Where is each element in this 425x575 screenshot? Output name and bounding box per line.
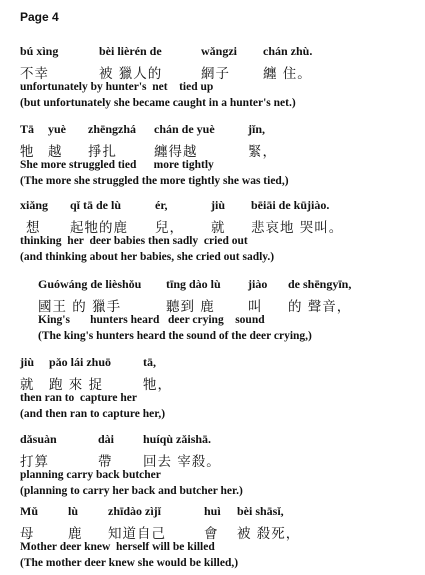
- hanzi-word: 跑 來 捉: [49, 377, 104, 393]
- hanzi-word: 緊，: [248, 144, 277, 160]
- pinyin-word: Tā: [20, 122, 35, 136]
- hanzi-word: 會: [204, 526, 219, 542]
- hanzi-word: 聽到 鹿: [166, 299, 215, 315]
- hanzi-word: 悲哀地 哭叫。: [251, 220, 344, 236]
- pinyin-word: Mǔ: [20, 504, 38, 518]
- translation-line: (but unfortunately she became caught in a hunter's net.): [20, 97, 296, 109]
- hanzi-word: 的 聲音，: [288, 299, 352, 315]
- pinyin-line: [20, 198, 329, 213]
- translation-line: (and then ran to capture her,): [20, 408, 166, 420]
- pinyin-line: [20, 355, 156, 370]
- hanzi-line: [20, 216, 343, 236]
- pinyin-line: [20, 44, 312, 59]
- gloss-line: King's hunters heard deer crying sound: [38, 314, 265, 326]
- pinyin-word: jiù: [20, 355, 35, 369]
- pinyin-word: Guówáng de lièshǒu: [38, 277, 142, 291]
- pinyin-word: pǎo lái zhuō: [49, 355, 112, 369]
- pinyin-line: [20, 504, 284, 519]
- hanzi-word: 想: [26, 220, 41, 236]
- pinyin-word: zhīdào zìjǐ: [108, 504, 161, 518]
- hanzi-word: 越: [48, 144, 63, 160]
- hanzi-word: 打算: [20, 454, 49, 470]
- hanzi-word: 鹿: [68, 526, 83, 542]
- hanzi-line: [20, 140, 277, 160]
- gloss-line: unfortunately by hunter's net tied up: [20, 81, 214, 93]
- translation-line: (and thinking about her babies, she cried out sadly.): [20, 251, 275, 263]
- pinyin-word: huíqù zǎishā.: [143, 432, 212, 446]
- hanzi-word: 兒，: [155, 220, 184, 236]
- hanzi-word: 不幸: [20, 66, 49, 82]
- translation-line: (The mother deer knew she would be killed,): [20, 557, 239, 569]
- pinyin-word: bèi shāsǐ,: [237, 504, 284, 518]
- hanzi-line: [20, 450, 221, 470]
- hanzi-word: 就: [20, 377, 35, 393]
- hanzi-line: [38, 295, 351, 315]
- hanzi-word: 牠: [20, 144, 35, 160]
- pinyin-word: tīng dào lù: [166, 277, 221, 291]
- pinyin-word: lù: [68, 504, 79, 518]
- pinyin-word: jiào: [248, 277, 268, 291]
- hanzi-word: 母: [20, 526, 35, 542]
- pinyin-word: yuè: [48, 122, 66, 136]
- hanzi-word: 就: [211, 220, 226, 236]
- pinyin-word: bú xìng: [20, 44, 59, 58]
- hanzi-line: [20, 62, 312, 82]
- pinyin-word: bèi lièrén de: [99, 44, 162, 58]
- pinyin-word: dài: [98, 432, 115, 446]
- pinyin-word: dǎsuàn: [20, 432, 57, 446]
- translation-line: (planning to carry her back and butcher her.): [20, 485, 243, 497]
- page-label: Page 4: [20, 10, 59, 24]
- hanzi-line: [20, 522, 300, 542]
- pinyin-word: zhēngzhá: [88, 122, 136, 136]
- translation-line: (The more she struggled the more tightly she was tied,): [20, 175, 289, 187]
- hanzi-word: 掙扎: [88, 144, 117, 160]
- pinyin-word: qǐ tā de lù: [70, 198, 122, 212]
- hanzi-word: 牠，: [143, 377, 172, 393]
- pinyin-word: xiǎng: [20, 198, 49, 212]
- pinyin-line: [38, 277, 351, 292]
- hanzi-word: 帶: [98, 454, 113, 470]
- pinyin-word: jiù: [211, 198, 226, 212]
- pinyin-word: wǎngzi: [201, 44, 237, 58]
- translation-line: (The king's hunters heard the sound of the deer crying,): [38, 330, 312, 342]
- gloss-line: thinking her deer babies then sadly cried out: [20, 235, 248, 247]
- pinyin-word: chán zhù.: [263, 44, 313, 58]
- pinyin-word: bēiāi de kūjiào.: [251, 198, 330, 212]
- gloss-line: Mother deer knew herself will be killed: [20, 541, 215, 553]
- gloss-line: She more struggled tied more tightly: [20, 159, 214, 171]
- hanzi-word: 知道自己: [108, 526, 166, 542]
- hanzi-line: [20, 373, 172, 393]
- hanzi-word: 起牠的鹿: [70, 220, 128, 236]
- pinyin-word: jǐn,: [248, 122, 266, 136]
- gloss-line: then ran to capture her: [20, 392, 138, 404]
- pinyin-word: chán de yuè: [154, 122, 215, 136]
- pinyin-word: ér,: [155, 198, 168, 212]
- hanzi-word: 回去 宰殺。: [143, 454, 221, 470]
- pinyin-word: huì: [204, 504, 221, 518]
- hanzi-word: 被 獵人的: [99, 66, 163, 82]
- pinyin-word: tā,: [143, 355, 156, 369]
- hanzi-word: 網子: [201, 66, 230, 82]
- pinyin-line: [20, 122, 265, 137]
- hanzi-word: 國王 的 獵手: [38, 299, 122, 315]
- gloss-line: planning carry back butcher: [20, 469, 161, 481]
- pinyin-word: de shēngyīn,: [288, 277, 352, 291]
- hanzi-word: 纏 住。: [263, 66, 312, 82]
- hanzi-word: 纏得越: [154, 144, 198, 160]
- hanzi-word: 叫: [248, 299, 263, 315]
- pinyin-line: [20, 432, 211, 447]
- hanzi-word: 被 殺死，: [237, 526, 301, 542]
